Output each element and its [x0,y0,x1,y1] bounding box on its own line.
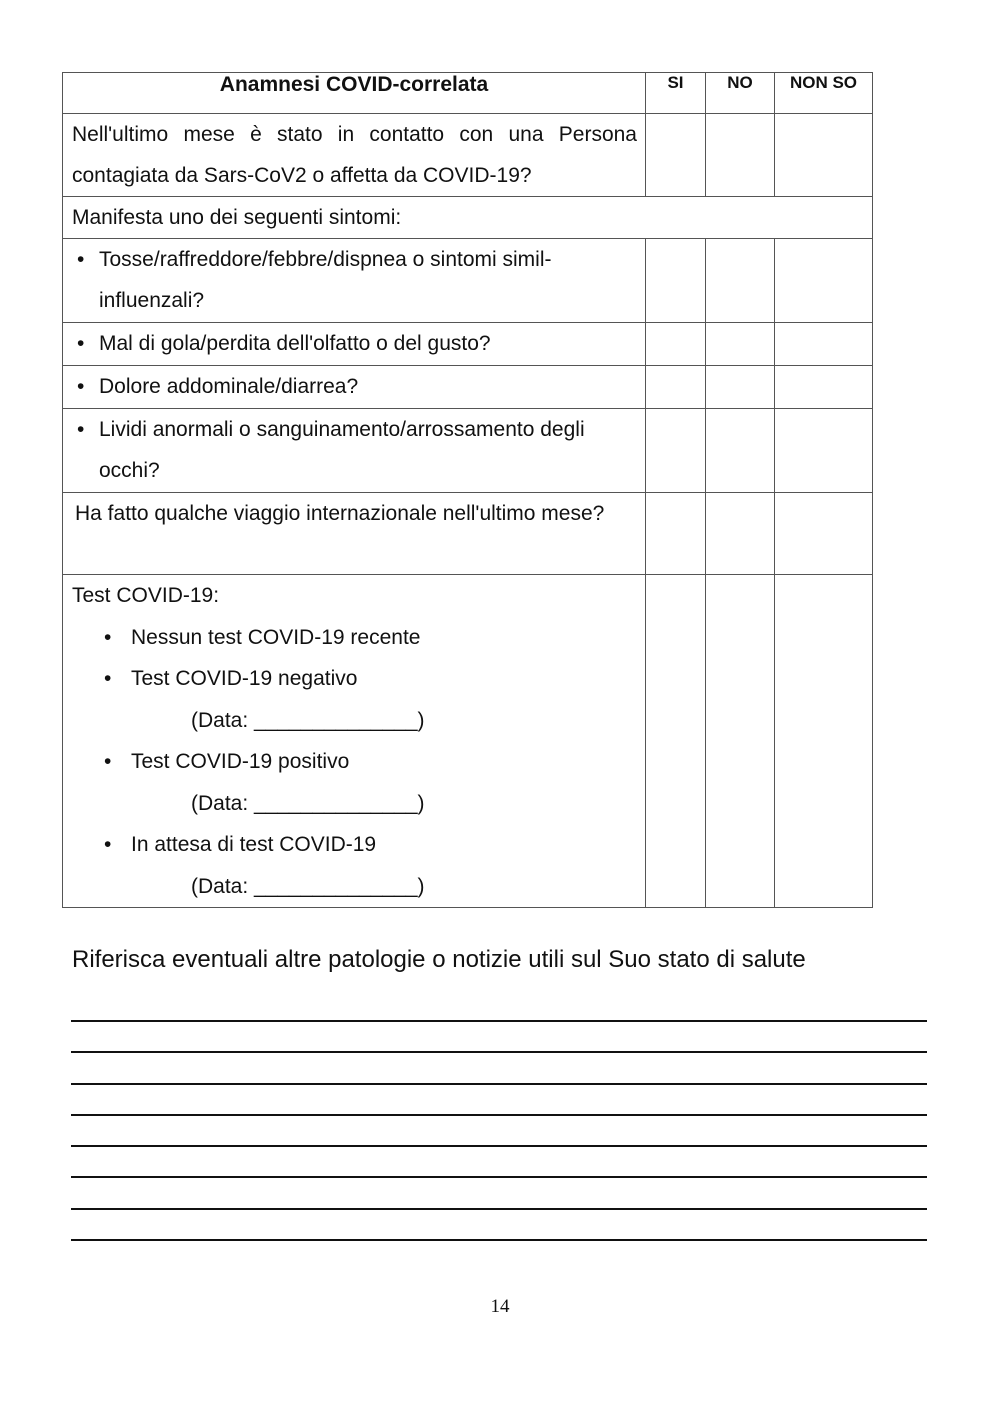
notes-writing-lines[interactable] [71,1020,927,1241]
date-field[interactable]: (Data: ______________) [191,874,425,898]
test-option: Test COVID-19 negativo [131,667,358,690]
symptom-label: Dolore addominale/diarrea? [99,375,359,398]
answer-cell-si[interactable] [646,239,706,323]
answer-cell-no[interactable] [706,493,775,575]
travel-question: Ha fatto qualche viaggio internazionale nell'ultimo mese? [75,502,605,525]
answer-cell-non-so[interactable] [775,575,873,908]
table-row-symptom [63,323,873,366]
answer-cell-non-so[interactable] [775,114,873,197]
answer-cell-non-so[interactable] [775,366,873,409]
answer-cell-no[interactable] [706,114,775,197]
writing-line[interactable] [71,1053,927,1084]
column-no: NO [706,73,775,114]
answer-cell-si[interactable] [646,114,706,197]
answer-cell-si[interactable] [646,323,706,366]
answer-cell-no[interactable] [706,409,775,493]
bullet-icon: • [77,418,85,441]
notes-prompt: Riferisca eventuali altre patologie o notizie utili sul Suo stato di salute [72,946,806,973]
table-title: Anamnesi COVID-correlata [63,73,646,114]
test-option: Nessun test COVID-19 recente [131,625,421,649]
answer-cell-no[interactable] [706,575,775,908]
symptom-label: Mal di gola/perdita dell'olfatto o del gusto? [99,332,491,355]
symptoms-heading: Manifesta uno dei seguenti sintomi: [72,206,402,229]
column-si: SI [646,73,706,114]
writing-line[interactable] [71,1085,927,1116]
answer-cell-no[interactable] [706,323,775,366]
symptom-label: Lividi anormali o sanguinamento/arrossamento degli occhi? [99,418,585,482]
test-option: Test COVID-19 positivo [131,750,350,773]
answer-cell-si[interactable] [646,366,706,409]
table-row-symptom [63,366,873,409]
table-row-contact [63,114,873,197]
bullet-icon: • [104,667,112,690]
test-heading: Test COVID-19: [72,584,220,607]
writing-line[interactable] [71,1147,927,1178]
bullet-icon: • [77,332,85,355]
covid-anamnesis-table [62,72,873,908]
date-field[interactable]: (Data: ______________) [191,708,425,732]
bullet-icon: • [104,750,112,773]
table-row-travel [63,493,873,575]
test-option: In attesa di test COVID-19 [131,833,377,856]
answer-cell-no[interactable] [706,366,775,409]
table-header-row [63,73,873,114]
answer-cell-non-so[interactable] [775,323,873,366]
writing-line[interactable] [71,1116,927,1147]
table-row-symptom [63,409,873,493]
answer-cell-no[interactable] [706,239,775,323]
test-list [63,575,645,907]
answer-cell-non-so[interactable] [775,409,873,493]
date-field[interactable]: (Data: ______________) [191,791,425,815]
answer-cell-non-so[interactable] [775,493,873,575]
answer-cell-non-so[interactable] [775,239,873,323]
writing-line[interactable] [71,1022,927,1053]
symptom-label: Tosse/raffreddore/febbre/dispnea o sintomi simil-influenzali? [99,248,552,312]
column-non-so: NON SO [775,73,873,114]
answer-cell-si[interactable] [646,575,706,908]
table-row-symptoms-heading [63,197,873,239]
bullet-icon: • [77,248,85,271]
answer-cell-si[interactable] [646,493,706,575]
contact-question: Nell'ultimo mese è stato in contatto con una Persona contagiata da Sars-CoV2 o affetta da COVID-19? [72,123,637,187]
table-row-symptom [63,239,873,323]
page-number: 14 [490,1296,510,1317]
bullet-icon: • [104,625,112,649]
bullet-icon: • [77,375,85,398]
writing-line[interactable] [71,1210,927,1241]
table-row-tests [63,575,873,908]
answer-cell-si[interactable] [646,409,706,493]
bullet-icon: • [104,833,112,856]
writing-line[interactable] [71,1178,927,1209]
